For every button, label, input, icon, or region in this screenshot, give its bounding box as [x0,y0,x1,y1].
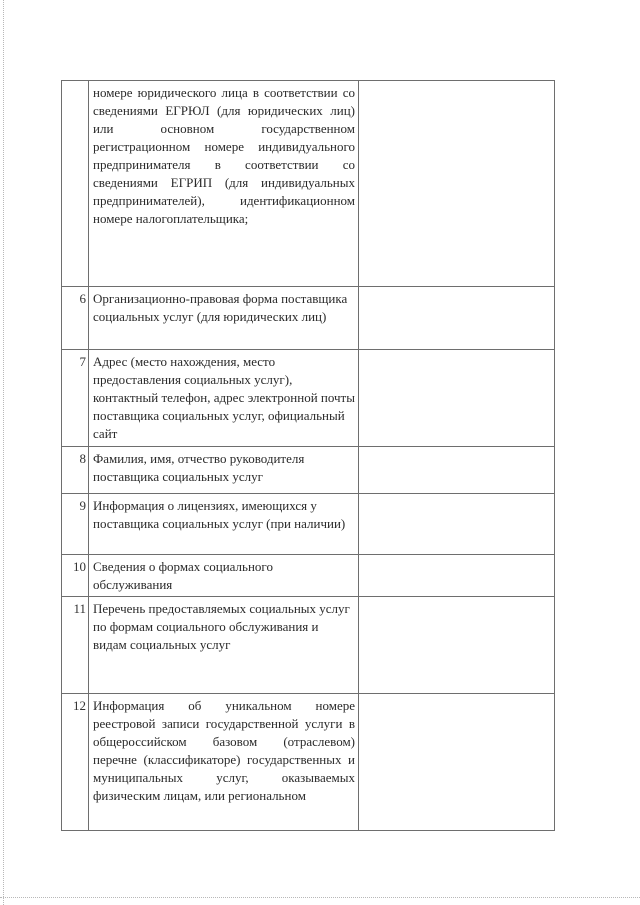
row-number [62,81,89,287]
row-label: номере юридического лица в соответствии со сведениями ЕГРЮЛ (для юридических лиц) или основном государственном регистрационном номере индивидуального предпринимателя в соответствии со сведениями ЕГРИП (для индивидуальных предпринимателей), идентификационном номере налогоплательщика; [89,81,359,287]
row-value-cell [359,350,555,447]
row-label: Информация о лицензиях, имеющихся у поставщика социальных услуг (при наличии) [89,494,359,555]
row-label: Фамилия, имя, отчество руководителя поставщика социальных услуг [89,447,359,494]
table-row [62,694,555,831]
table-row [62,287,555,350]
row-label: Организационно-правовая форма поставщика социальных услуг (для юридических лиц) [89,287,359,350]
row-value-cell [359,597,555,694]
table-row [62,350,555,447]
row-number: 9 [62,494,89,555]
row-value-cell [359,81,555,287]
row-number: 12 [62,694,89,831]
row-label: Информация об уникальном номере реестровой записи государственной услуги в общероссийском базовом (отраслевом) перечне (классификаторе) государственных и муниципальных услуг, оказываемых физическим лицам, или региональном [89,694,359,831]
table-row [62,494,555,555]
registry-table [61,80,555,831]
table-row [62,447,555,494]
scan-edge-left [3,0,4,905]
row-number: 7 [62,350,89,447]
row-value-cell [359,694,555,831]
row-value-cell [359,447,555,494]
row-number: 8 [62,447,89,494]
table-row [62,597,555,694]
row-value-cell [359,555,555,597]
scan-edge-bottom [0,897,640,898]
row-label: Сведения о формах социального обслуживания [89,555,359,597]
row-label: Перечень предоставляемых социальных услуг по формам социального обслуживания и видам социальных услуг [89,597,359,694]
row-number: 10 [62,555,89,597]
row-label: Адрес (место нахождения, место предоставления социальных услуг), контактный телефон, адрес электронной почты поставщика социальных услуг, официальный сайт [89,350,359,447]
row-value-cell [359,287,555,350]
row-value-cell [359,494,555,555]
table-row [62,81,555,287]
row-number: 6 [62,287,89,350]
row-number: 11 [62,597,89,694]
table-row [62,555,555,597]
